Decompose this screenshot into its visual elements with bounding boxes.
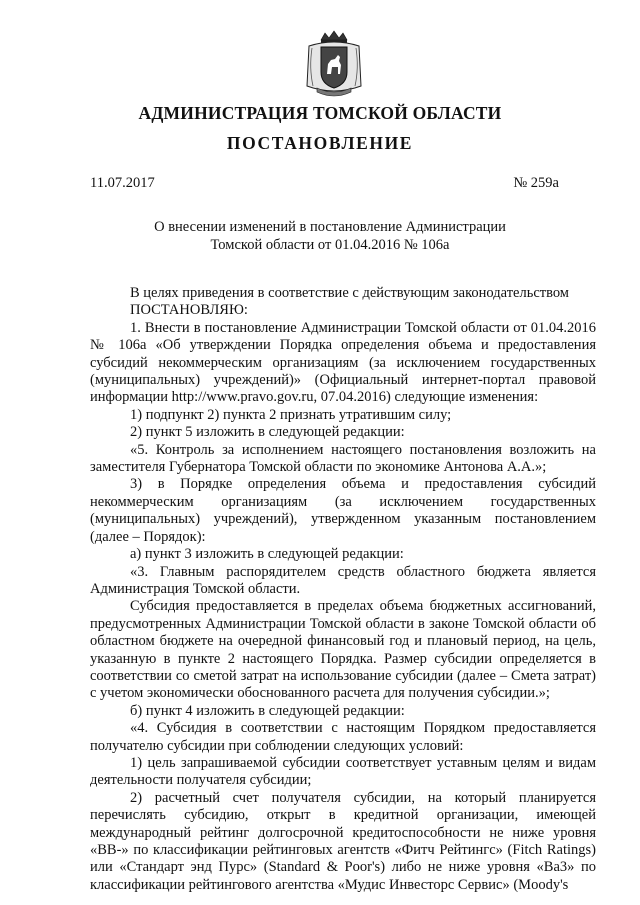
- subject-line: О внесении изменений в постановление Администрации: [154, 219, 506, 235]
- paragraph: б) пункт 4 изложить в следующей редакции:: [130, 702, 405, 719]
- subject-line: Томской области от 01.04.2016 № 106а: [210, 236, 450, 253]
- paragraph: 2) расчетный счет получателя субсидии, на который планируется перечислять субсидию, открыт в кредитной организации, имеющей международный рейтинг долгосрочной кредитоспособности не ниже уровня «ВВ-» по классификации рейтинговых агентств «Фитч Рейтингс» (Fitch Ratings) или «Стандарт энд Пурс» (Standard & Poor's) либо не ниже уровня «Ba3» по классификации рейтингового агентства «Мудис Инвесторс Сервис» (Moody's: [90, 789, 596, 893]
- organization-title: АДМИНИСТРАЦИЯ ТОМСКОЙ ОБЛАСТИ: [138, 103, 502, 123]
- document-subject: [120, 219, 540, 254]
- paragraph: 1. Внести в постановление Администрации Томской области от 01.04.2016 № 106а «Об утверждении Порядка определения объема и предоставления субсидий некоммерческим организациям (за исключением государственных (муниципальных) учреждений)» (Официальный интернет-портал правовой информации http://www.pravo.gov.ru, 07.04.2016) следующие изменения:: [90, 319, 596, 406]
- paragraph: 2) пункт 5 изложить в следующей редакции:: [130, 424, 405, 441]
- document-number: № 259а: [513, 175, 559, 191]
- paragraph: а) пункт 3 изложить в следующей редакции:: [130, 546, 404, 563]
- coat-of-arms-icon: [303, 30, 365, 100]
- paragraph: «3. Главным распорядителем средств областного бюджета является Администрация Томской области.: [90, 563, 596, 597]
- paragraph: «5. Контроль за исполнением настоящего постановления возложить на заместителя Губернатора Томской области по экономике Антонова А.А.»;: [90, 441, 596, 476]
- document-date: 11.07.2017: [90, 175, 155, 191]
- paragraph: ПОСТАНОВЛЯЮ:: [130, 302, 248, 319]
- paragraph: 3) в Порядке определения объема и предоставления субсидий некоммерческим организациям (за исключением государственных (муниципальных) учреждений), утвержденном указанным постановлением (далее – Порядок):: [90, 476, 596, 545]
- paragraph: 1) цель запрашиваемой субсидии соответствует уставным целям и видам деятельности получателя субсидии;: [90, 754, 596, 789]
- document-body: [90, 285, 596, 894]
- document-type: ПОСТАНОВЛЕНИЕ: [226, 133, 414, 153]
- paragraph: В целях приведения в соответствие с действующим законодательством: [130, 285, 569, 301]
- paragraph: Субсидия предоставляется в пределах объема бюджетных ассигнований, предусмотренных Администрации Томской области в законе Томской области об областном бюджете на очередной финансовый год и плановый период, на цель, указанную в пункте 2 настоящего Порядка. Размер субсидии определяется в соответствии со сметой затрат на использование субсидии (далее – Смета затрат) с учетом экономически обоснованного расчета для получения субсидии.»;: [90, 598, 596, 702]
- paragraph: 1) подпункт 2) пункта 2 признать утратившим силу;: [130, 406, 452, 423]
- paragraph: «4. Субсидия в соответствии с настоящим Порядком предоставляется получателю субсидии при соблюдении следующих условий:: [90, 720, 596, 754]
